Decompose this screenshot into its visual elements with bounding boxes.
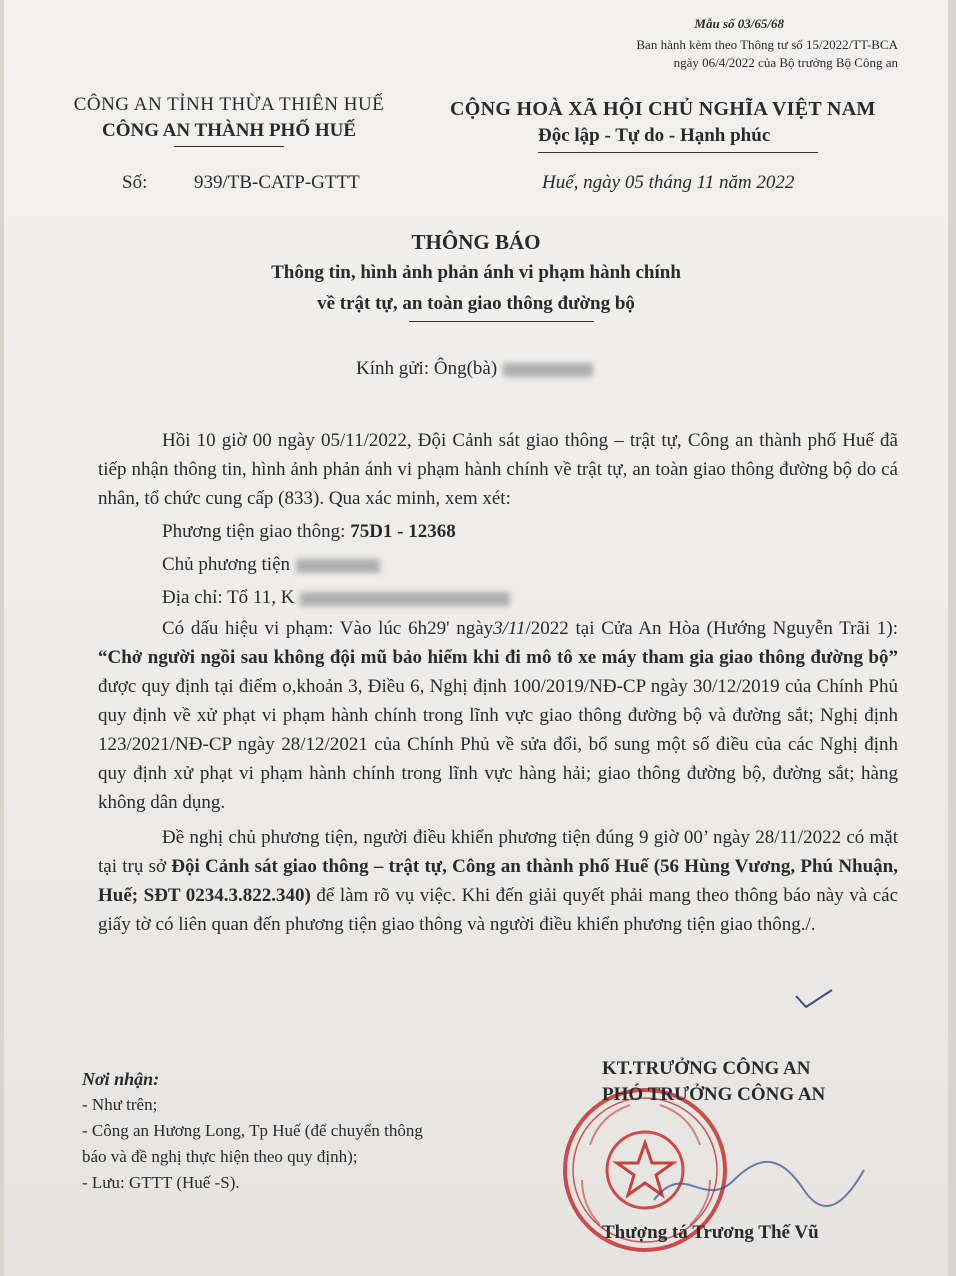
violation-date: 3/11 — [493, 618, 526, 639]
address-line — [98, 583, 898, 612]
address-label: Địa chỉ: Tổ 11, K — [162, 587, 295, 608]
signer-name: Thượng tá Trương Thế Vũ — [602, 1222, 819, 1243]
doc-number — [122, 172, 360, 194]
owner-line — [98, 550, 898, 579]
request-prefix: Đề nghị chủ phương tiện, người điều khiển phương tiện đúng 9 giờ 00’ ngày 28/11/2022 có mặt tại trụ sở — [98, 827, 898, 877]
vehicle-line — [98, 517, 898, 546]
motto: Độc lập - Tự do - Hạnh phúc — [538, 125, 771, 146]
request-paragraph — [98, 823, 898, 939]
doc-number-value: 939/TB-CATP-GTTT — [194, 172, 360, 193]
doc-title: THÔNG BÁO — [411, 230, 541, 254]
redacted-owner — [296, 559, 380, 573]
org-upper: CÔNG AN TỈNH THỪA THIÊN HUẾ — [73, 94, 385, 115]
org-underline — [174, 146, 284, 147]
signature-title-line2: PHÓ TRƯỞNG CÔNG AN — [602, 1084, 826, 1105]
request-bold: Đội Cảnh sát giao thông – trật tự, Công an thành phố Huế (56 Hùng Vương, Phú Nhuận, Huế; SĐT 0234.3.822.340) — [98, 856, 898, 906]
recipient-item: - Như trên; — [82, 1095, 158, 1114]
form-code: Mẫu số 03/65/68 — [694, 16, 784, 31]
org-lower: CÔNG AN THÀNH PHỐ HUẾ — [101, 120, 357, 141]
doc-subtitle-line2: về trật tự, an toàn giao thông đường bộ — [317, 293, 635, 314]
doc-subtitle-line1: Thông tin, hình ảnh phản ánh vi phạm hành chính — [271, 262, 681, 283]
place-date: Huế, ngày 05 tháng 11 năm 2022 — [542, 172, 795, 193]
form-note-line2: ngày 06/4/2022 của Bộ trưởng Bộ Công an — [673, 55, 898, 70]
nation-title: CỘNG HOÀ XÃ HỘI CHỦ NGHĨA VIỆT NAM — [450, 98, 876, 120]
recipient-item: báo và đề nghị thực hiện theo quy định); — [82, 1147, 358, 1166]
signature-title-line1: KT.TRƯỞNG CÔNG AN — [602, 1058, 811, 1079]
greeting-label: Kính gửi: Ông(bà) — [356, 358, 498, 379]
violation-after-date: /2022 tại Cửa An Hòa (Hướng Nguyễn Trãi 1): — [525, 618, 898, 639]
notice-body — [98, 426, 898, 939]
intro-paragraph: Hồi 10 giờ 00 ngày 05/11/2022, Đội Cảnh sát giao thông – trật tự, Công an thành phố Huế đã tiếp nhận thông tin, hình ảnh phản ánh vi phạm hành chính về trật tự, an toàn giao thông đường bộ do cá nhân, tổ chức cung cấp (833). Qua xác minh, xem xét: — [98, 430, 898, 509]
violation-quote: “Chở người ngồi sau không đội mũ bảo hiểm khi đi mô tô xe máy tham gia giao thông đường bộ” — [98, 647, 898, 668]
greeting — [356, 358, 593, 380]
doc-number-label: Số: — [122, 172, 148, 193]
form-note-line1: Ban hành kèm theo Thông tư số 15/2022/TT-BCA — [636, 37, 898, 52]
subtitle-underline — [409, 321, 594, 322]
violation-prefix: Có dấu hiệu vi phạm: Vào lúc 6h29' ngày — [162, 618, 494, 639]
recipients-heading: Nơi nhận: — [82, 1069, 160, 1089]
pen-check-icon — [794, 988, 834, 1010]
redacted-name — [503, 363, 593, 377]
handwritten-signature-icon — [644, 1150, 874, 1220]
violation-rest: được quy định tại điểm o,khoản 3, Điều 6, Nghị định 100/2019/NĐ-CP ngày 30/12/2019 của Chính Phủ quy định về xử phạt vi phạm hành chính trong lĩnh vực giao thông đường bộ và đường sắt; Nghị định 123/2021/NĐ-CP ngày 28/12/2021 của Chính Phủ về sửa đổi, bổ sung một số điều của các Nghị định quy định xử phạt vi phạm hành chính trong lĩnh vực hàng hải; giao thông đường bộ, đường sắt; hàng không dân dụng. — [98, 676, 898, 813]
document-page — [4, 0, 948, 1276]
recipient-item: - Lưu: GTTT (Huế -S). — [82, 1173, 240, 1192]
request-rest: để làm rõ vụ việc. Khi đến giải quyết phải mang theo thông báo này và các giấy tờ có liên quan đến phương tiện giao thông và người điều khiển phương tiện giao thông./. — [98, 885, 898, 935]
vehicle-label: Phương tiện giao thông: — [162, 521, 346, 542]
vehicle-plate: 75D1 - 12368 — [350, 521, 456, 542]
redacted-address — [300, 592, 510, 606]
recipient-item: - Công an Hương Long, Tp Huế (để chuyển thông — [82, 1121, 423, 1140]
motto-underline — [538, 152, 818, 153]
owner-label: Chủ phương tiện — [162, 554, 291, 575]
form-issuance-note — [636, 36, 898, 72]
recipients-block — [82, 1066, 532, 1196]
violation-paragraph — [98, 614, 898, 817]
